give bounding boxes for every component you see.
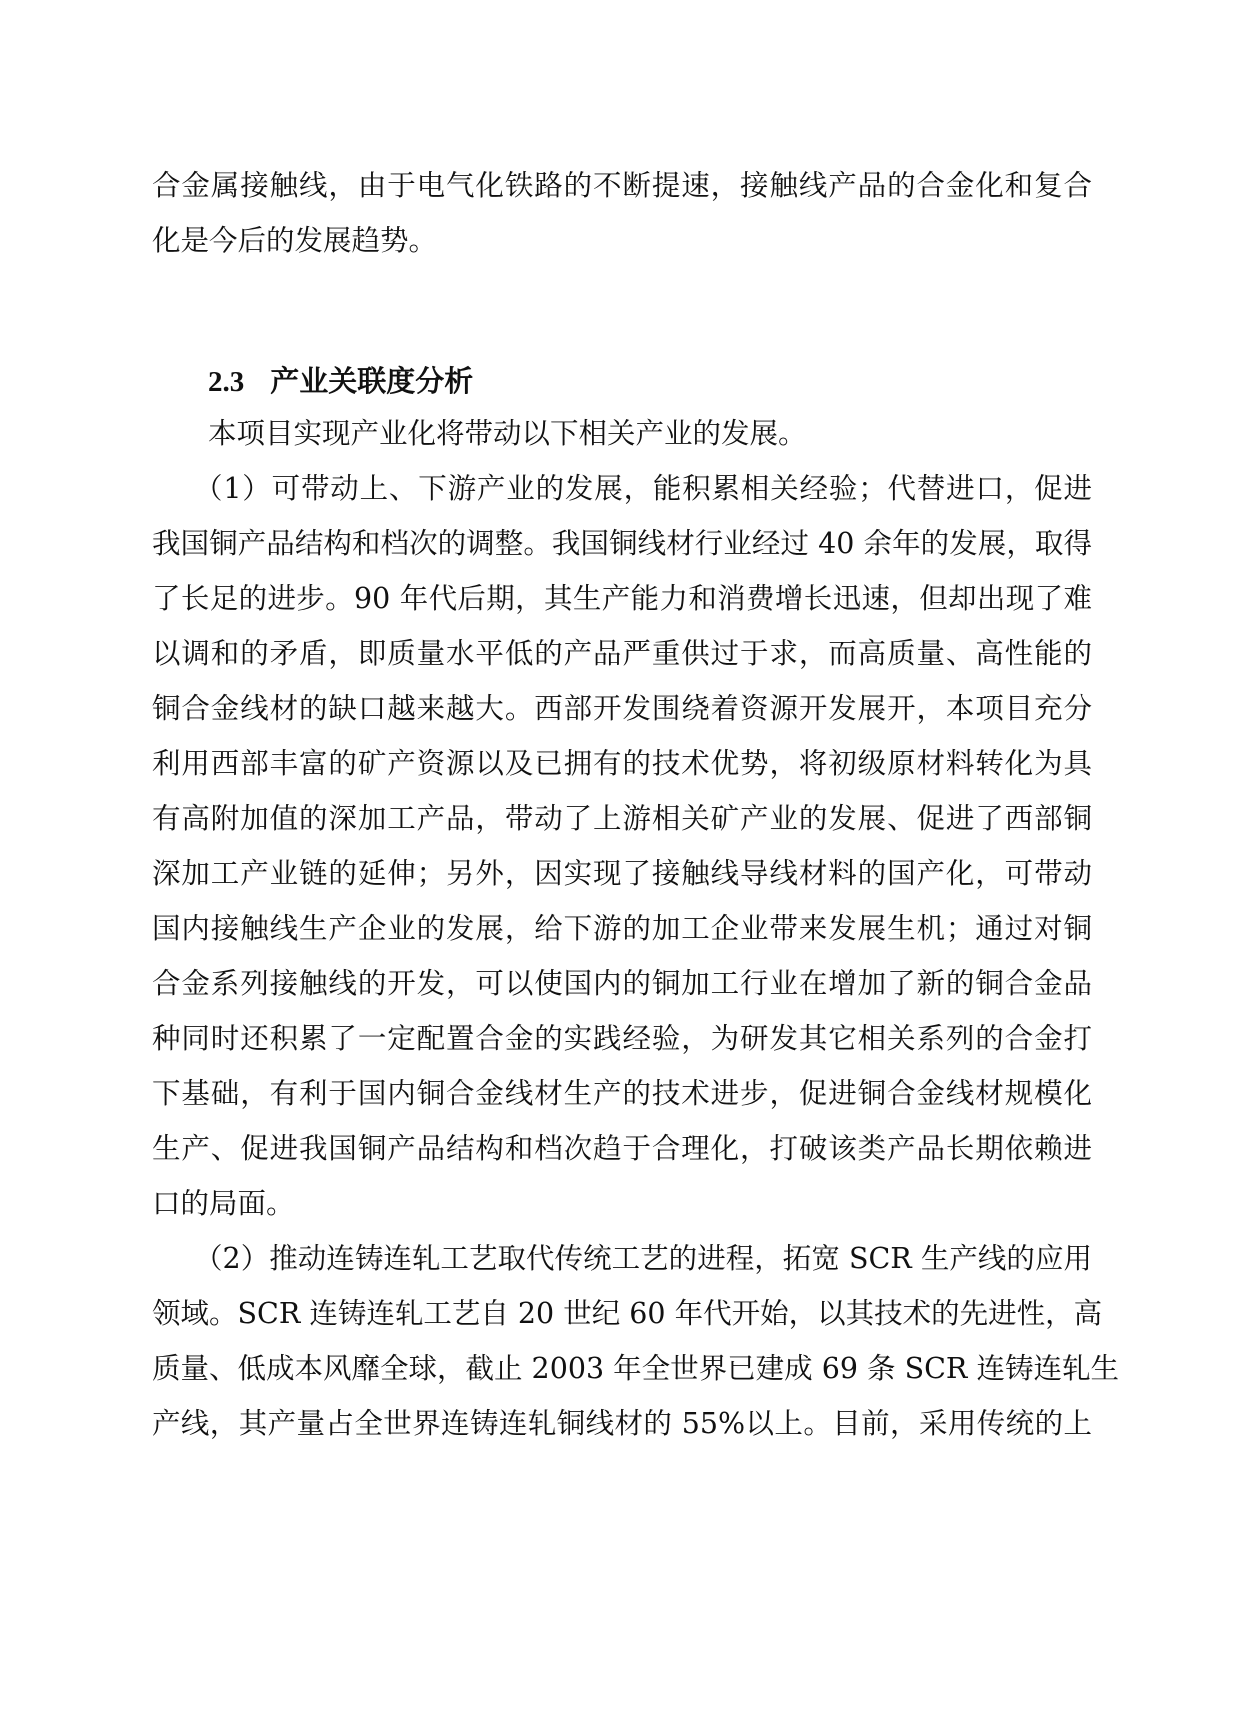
paragraph-line: 有高附加值的深加工产品，带动了上游相关矿产业的发展、促进了西部铜: [152, 802, 1092, 835]
paragraph-line: 合金系列接触线的开发，可以使国内的铜加工行业在增加了新的铜合金品: [152, 967, 1092, 1000]
paragraph-line: 了长足的进步。90 年代后期，其生产能力和消费增长迅速，但却出现了难: [152, 582, 1092, 615]
paragraph-line: 以调和的矛盾，即质量水平低的产品严重供过于求，而高质量、高性能的: [152, 637, 1092, 670]
paragraph-line: 国内接触线生产企业的发展，给下游的加工企业带来发展生机；通过对铜: [152, 912, 1092, 945]
section-number: 2.3: [208, 366, 245, 398]
paragraph-line: 化是今后的发展趋势。: [152, 224, 438, 257]
paragraph-line: 产线，其产量占全世界连铸连轧铜线材的 55%以上。目前，采用传统的上: [152, 1407, 1092, 1440]
paragraph-line: 种同时还积累了一定配置合金的实践经验，为研发其它相关系列的合金打: [152, 1022, 1092, 1055]
section-heading: [208, 359, 473, 403]
paragraph-line: 深加工产业链的延伸；另外，因实现了接触线导线材料的国产化，可带动: [152, 857, 1092, 890]
paragraph-line: 下基础，有利于国内铜合金线材生产的技术进步，促进铜合金线材规模化: [152, 1077, 1092, 1110]
paragraph-line: 合金属接触线，由于电气化铁路的不断提速，接触线产品的合金化和复合: [152, 169, 1092, 202]
paragraph-line: 领域。SCR 连铸连轧工艺自 20 世纪 60 年代开始，以其技术的先进性，高: [152, 1297, 1103, 1330]
paragraph-line: 口的局面。: [152, 1187, 295, 1220]
paragraph-line: 利用西部丰富的矿产资源以及已拥有的技术优势，将初级原材料转化为具: [152, 747, 1092, 780]
paragraph-line: 本项目实现产业化将带动以下相关产业的发展。: [208, 417, 807, 450]
paragraph-line: 铜合金线材的缺口越来越大。西部开发围绕着资源开发展开，本项目充分: [152, 692, 1092, 725]
paragraph-line: （2）推动连铸连轧工艺取代传统工艺的进程，拓宽 SCR 生产线的应用: [194, 1242, 1092, 1275]
paragraph-line: （1）可带动上、下游产业的发展，能积累相关经验；代替进口，促进: [194, 472, 1092, 505]
paragraph-line: 生产、促进我国铜产品结构和档次趋于合理化，打破该类产品长期依赖进: [152, 1132, 1092, 1165]
paragraph-line: 我国铜产品结构和档次的调整。我国铜线材行业经过 40 余年的发展，取得: [152, 527, 1092, 560]
paragraph-line: 质量、低成本风靡全球，截止 2003 年全世界已建成 69 条 SCR 连铸连轧生: [152, 1352, 1119, 1385]
section-title: 产业关联度分析: [270, 364, 474, 398]
